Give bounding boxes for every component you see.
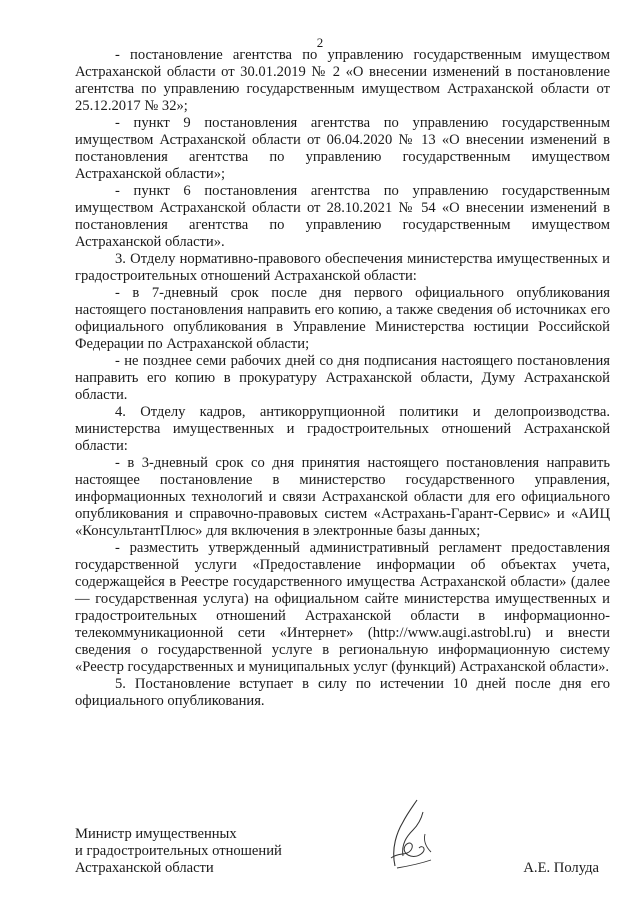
paragraph: - в 3-дневный срок со дня принятия настоящего постановления направить настоящее постановление в министерство государственного управления, информационных технологий и связи Астраханской области для его официального опубликования и справочно-правовых систем «Астрахань-Гарант-Сервис» и «АИЦ «КонсультантПлюс» для включения в электронные базы данных;: [75, 455, 610, 539]
signatory-name: А.Е. Полуда: [523, 860, 599, 876]
paragraph: 4. Отделу кадров, антикоррупционной политики и делопроизводства. министерства имущественных и градостроительных отношений Астраханской области:: [75, 404, 610, 454]
signature-block: [75, 826, 610, 886]
page-number: 2: [316, 35, 324, 50]
paragraph: 5. Постановление вступает в силу по истечении 10 дней после дня его официального опубликования.: [75, 676, 610, 709]
paragraph: - не позднее семи рабочих дней со дня подписания настоящего постановления направить его копию в прокуратуру Астраханской области, Думу Астраханской области.: [75, 353, 610, 403]
paragraph: - пункт 6 постановления агентства по управлению государственным имуществом Астраханской области от 28.10.2021 № 54 «О внесении изменений в постановления агентства по управлению государственным имуществом Астраханской области».: [75, 183, 610, 250]
paragraph: 3. Отделу нормативно-правового обеспечения министерства имущественных и градостроительных отношений Астраханской области:: [75, 251, 610, 284]
handwritten-signature: [373, 796, 443, 876]
paragraph: - постановление агентства по управлению государственным имуществом Астраханской области от 30.01.2019 № 2 «О внесении изменений в постановление агентства по управлению государственным имуществом Астраханской области от 25.12.2017 № 32»;: [75, 47, 610, 114]
paragraph: - разместить утвержденный административный регламент предоставления государственной услуги «Предоставление информации об объектах учета, содержащейся в Реестре государственного имущества Астраханской области» (далее — государственная услуга) на официальном сайте министерства имущественных и градостроительных отношений Астраханской области в информационно-телекоммуникационной сети «Интернет» (http://www.augi.astrobl.ru) и внести сведения о государственной услуге в региональную информационную систему «Реестр государственных и муниципальных услуг (функций) Астраханской области».: [75, 540, 610, 675]
position-line: и градостроительных отношений: [75, 843, 282, 859]
document-body: [75, 47, 610, 710]
position-line: Министр имущественных: [75, 826, 237, 842]
signatory-position: [75, 826, 282, 877]
paragraph: - в 7-дневный срок после дня первого официального опубликования настоящего постановления направить его копию, а также сведения об источниках его официального опубликования в Управление Министерства юстиции Российской Федерации по Астраханской области;: [75, 285, 610, 352]
paragraph: - пункт 9 постановления агентства по управлению государственным имуществом Астраханской области от 06.04.2020 № 13 «О внесении изменений в постановления агентства по управлению государственным имуществом Астраханской области»;: [75, 115, 610, 182]
position-line: Астраханской области: [75, 860, 214, 876]
